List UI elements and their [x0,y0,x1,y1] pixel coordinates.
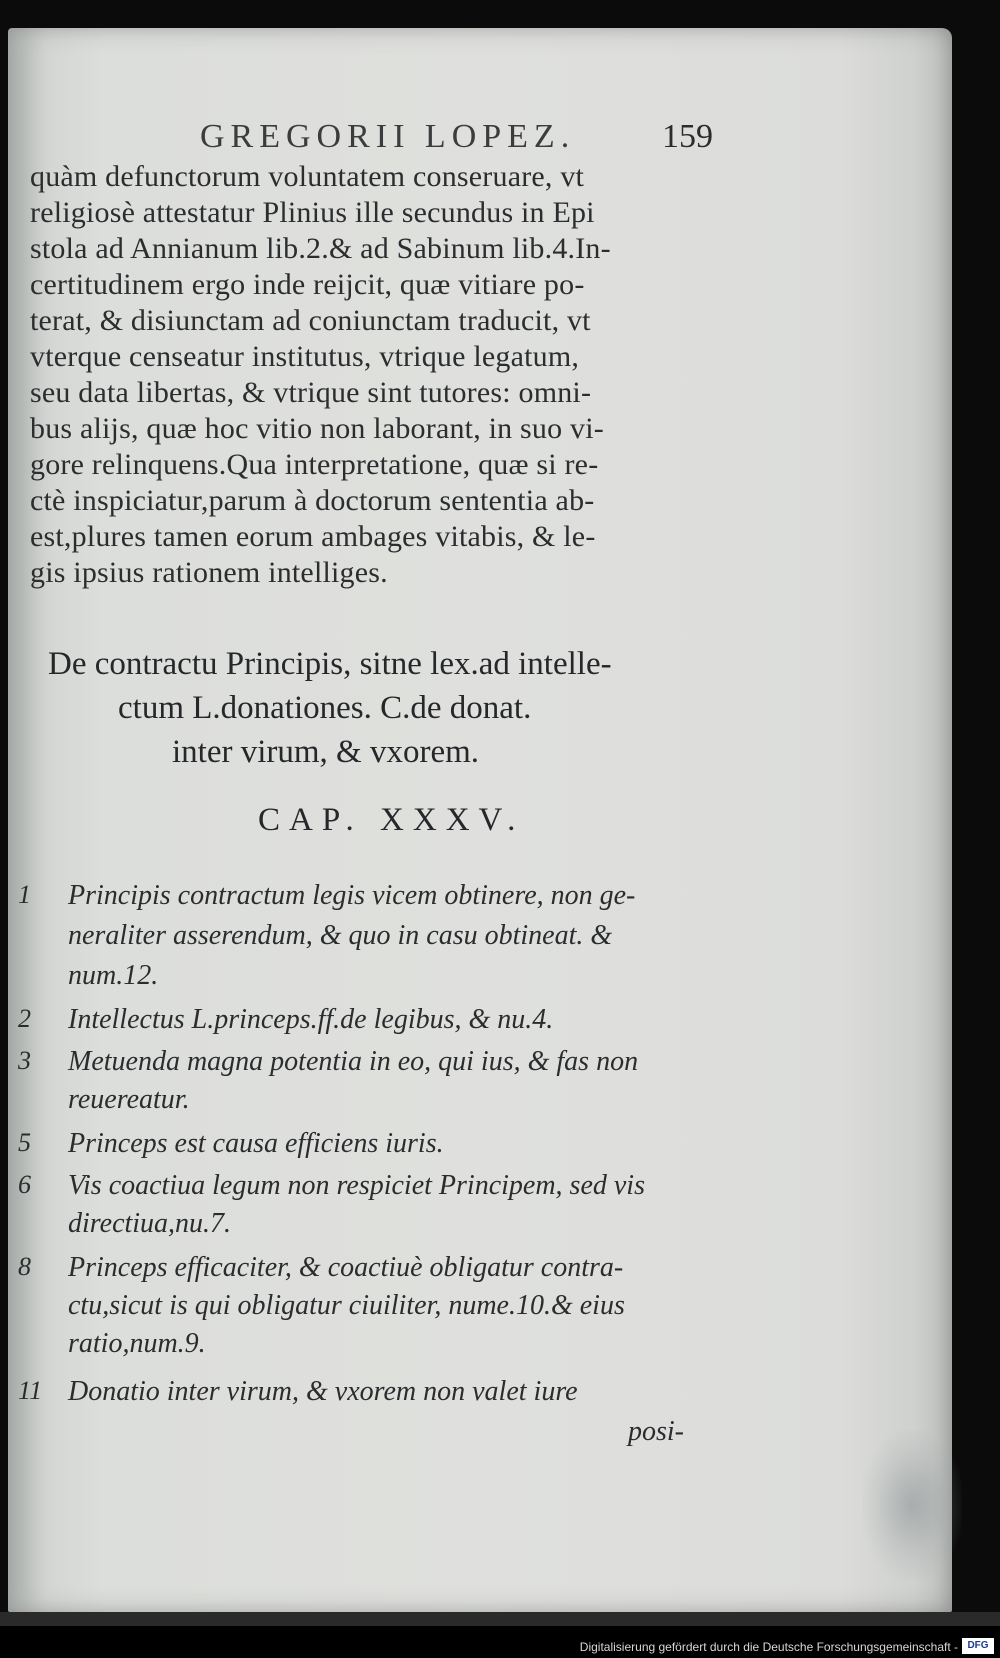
body-line: religiosè attestatur Plinius ille secundus in Epi [30,196,595,229]
catchword: posi- [628,1416,684,1447]
summary-number: 3 [18,1046,31,1075]
summary-line: directiua,nu.7. [68,1208,232,1239]
summary-line: ctu,sicut is qui obligatur ciuiliter, nume.10.& eius [68,1290,625,1321]
chapter-title-line: ctum L.donationes. C.de donat. [118,690,532,726]
footer-credit: Digitalisierung gefördert durch die Deutsche Forschungsgemeinschaft - [579,1640,958,1654]
body-line: seu data libertas, & vtrique sint tutores: omni- [30,376,592,409]
running-head: GREGORII LOPEZ. [200,118,576,155]
summary-line: Donatio inter virum, & vxorem non valet iure [68,1376,578,1407]
body-line: ctè inspiciatur,parum à doctorum sententia ab- [30,484,595,517]
body-line: quàm defunctorum voluntatem conseruare, vt [30,160,585,193]
body-line: gis ipsius rationem intelliges. [30,556,388,589]
summary-number: 6 [18,1170,31,1199]
summary-line: neraliter asserendum, & quo in casu obtineat. & [68,920,613,951]
summary-line: Princeps efficaciter, & coactiuè obligatur contra- [68,1252,624,1283]
dfg-logo: DFG [962,1638,994,1654]
summary-line: Intellectus L.princeps.ff.de legibus, & nu.4. [68,1004,554,1035]
summary-number: 8 [18,1252,31,1281]
body-line: stola ad Annianum lib.2.& ad Sabinum lib.4.In- [30,232,611,265]
summary-line: num.12. [68,960,159,991]
summary-line: Princeps est causa efficiens iuris. [68,1128,444,1159]
body-line: terat, & disiunctam ad coniunctam traducit, vt [30,304,591,337]
body-line: bus alijs, quæ hoc vitio non laborant, in suo vi- [30,412,604,445]
summary-line: Metuenda magna potentia in eo, qui ius, & fas non [68,1046,639,1077]
chapter-number: CAP. XXXV. [258,802,525,838]
summary-number: 2 [18,1004,31,1033]
summary-number: 5 [18,1128,31,1157]
page-bottom-edge [0,1612,1000,1626]
summary-line: ratio,num.9. [68,1328,206,1359]
paper-stain [862,1430,962,1580]
body-line: certitudinem ergo inde reijcit, quæ vitiare po- [30,268,585,301]
body-line: vterque censeatur institutus, vtrique legatum, [30,340,580,373]
chapter-title-line: inter virum, & vxorem. [172,734,480,770]
body-line: est,plures tamen eorum ambages vitabis, & le- [30,520,596,553]
page-number: 159 [662,118,713,155]
summary-number: 11 [18,1376,43,1405]
summary-line: Vis coactiua legum non respiciet Principem, sed vis [68,1170,645,1201]
summary-number: 1 [18,880,31,909]
summary-line: reuereatur. [68,1084,190,1115]
chapter-title-line: De contractu Principis, sitne lex.ad intelle- [48,646,612,682]
body-line: gore relinquens.Qua interpretatione, quæ si re- [30,448,599,481]
summary-line: Principis contractum legis vicem obtinere, non ge- [68,880,636,911]
